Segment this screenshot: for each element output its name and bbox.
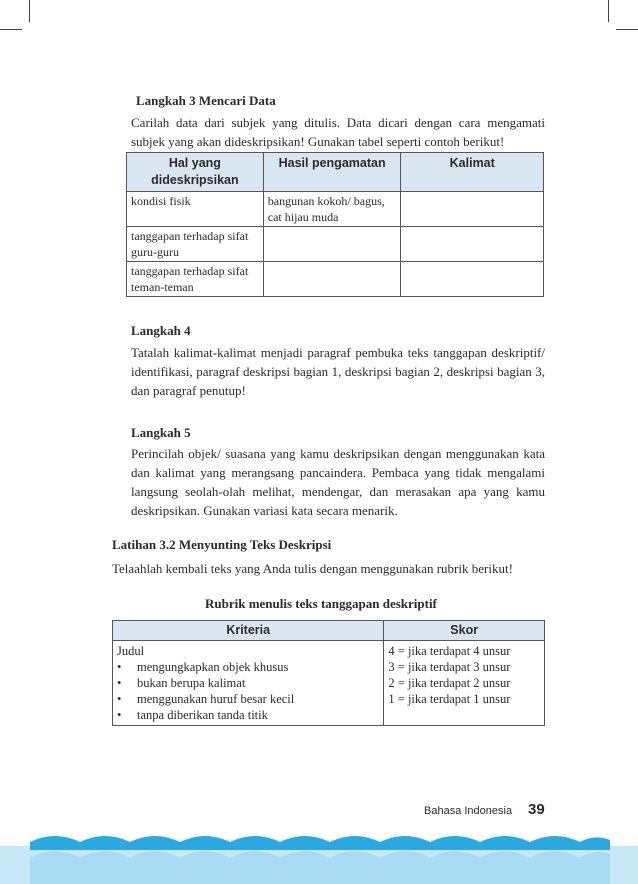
table-row [127, 227, 544, 262]
table-header: Hasil pengamatan [263, 153, 401, 192]
list-item: • tanpa diberikan tanda titik [117, 708, 268, 722]
table-cell [401, 227, 544, 262]
footer-book-title: Bahasa Indonesia [424, 805, 513, 817]
table-row [113, 641, 545, 726]
bullet-icon: • [117, 660, 122, 674]
page-number: 39 [528, 801, 545, 818]
score-item: 2 = jika terdapat 2 unsur [388, 676, 511, 690]
bullet-icon: • [117, 676, 122, 690]
table-cell: kondisi fisik [127, 192, 264, 227]
table-row [127, 192, 544, 227]
exercise-text: Telaahlah kembali teks yang Anda tulis dengan menggunakan rubrik berikut! [112, 561, 513, 576]
criteria-cell [113, 641, 384, 726]
score-item: 1 = jika terdapat 1 unsur [388, 692, 511, 706]
data-table [126, 152, 544, 297]
wave-dark-band [30, 836, 610, 850]
step3-text: Carilah data dari subjek yang ditulis. Data dicari dengan cara mengamati subjek yang akan dideskripsikan! Gunakan tabel seperti contoh berikut! [131, 115, 545, 149]
rubric-caption: Rubrik menulis teks tanggapan deskriptif [205, 596, 437, 611]
list-item: • menggunakan huruf besar kecil [117, 692, 295, 706]
score-item: 4 = jika terdapat 4 unsur [388, 644, 511, 658]
table-header: Kriteria [113, 621, 384, 641]
score-cell [384, 641, 545, 726]
criteria-title: Judul [117, 644, 145, 658]
rubric-table [112, 620, 545, 726]
score-item: 3 = jika terdapat 3 unsur [388, 660, 511, 674]
list-item: • mengungkapkan objek khusus [117, 660, 289, 674]
table-cell: tanggapan terhadap sifat guru-guru [127, 227, 264, 262]
step5-title: Langkah 5 [131, 425, 191, 440]
crop-mark [616, 29, 638, 30]
crop-mark [0, 29, 22, 30]
bullet-icon: • [117, 708, 122, 722]
exercise-title: Latihan 3.2 Menyunting Teks Deskripsi [112, 537, 332, 552]
table-cell: bangunan kokoh/ bagus, cat hijau muda [263, 192, 401, 227]
table-header-row [113, 621, 545, 641]
table-header: Hal yang dideskripsikan [127, 153, 264, 192]
wave-decoration [0, 828, 638, 884]
table-header-row [127, 153, 544, 192]
table-header: Kalimat [401, 153, 544, 192]
table-cell: tanggapan terhadap sifat teman-teman [127, 262, 264, 297]
step4-title: Langkah 4 [131, 323, 191, 338]
table-row [127, 262, 544, 297]
crop-mark [29, 0, 30, 22]
step4-text: Tatalah kalimat-kalimat menjadi paragraf pembuka teks tanggapan deskriptif/ identifikasi, paragraf deskripsi bagian 1, deskripsi bagian 2, deskripsi bagian 3, dan paragraf penutup! [131, 345, 545, 398]
crop-mark [608, 0, 609, 22]
table-cell [401, 262, 544, 297]
list-item: • bukan berupa kalimat [117, 676, 246, 690]
table-cell [263, 227, 401, 262]
step3-title: Langkah 3 Mencari Data [136, 93, 276, 108]
wave-light-arcs [30, 851, 610, 884]
table-cell [263, 262, 401, 297]
table-header: Skor [384, 621, 545, 641]
table-cell [401, 192, 544, 227]
step5-text: Perincilah objek/ suasana yang kamu deskripsikan dengan menggunakan kata dan kalimat yang merangsang pancaindera. Pembaca yang tidak mengalami langsung seolah-olah melihat, mendengar, dan merasakan apa yang kamu deskripsikan. Gunakan variasi kata secara menarik. [131, 446, 545, 518]
bullet-icon: • [117, 692, 122, 706]
